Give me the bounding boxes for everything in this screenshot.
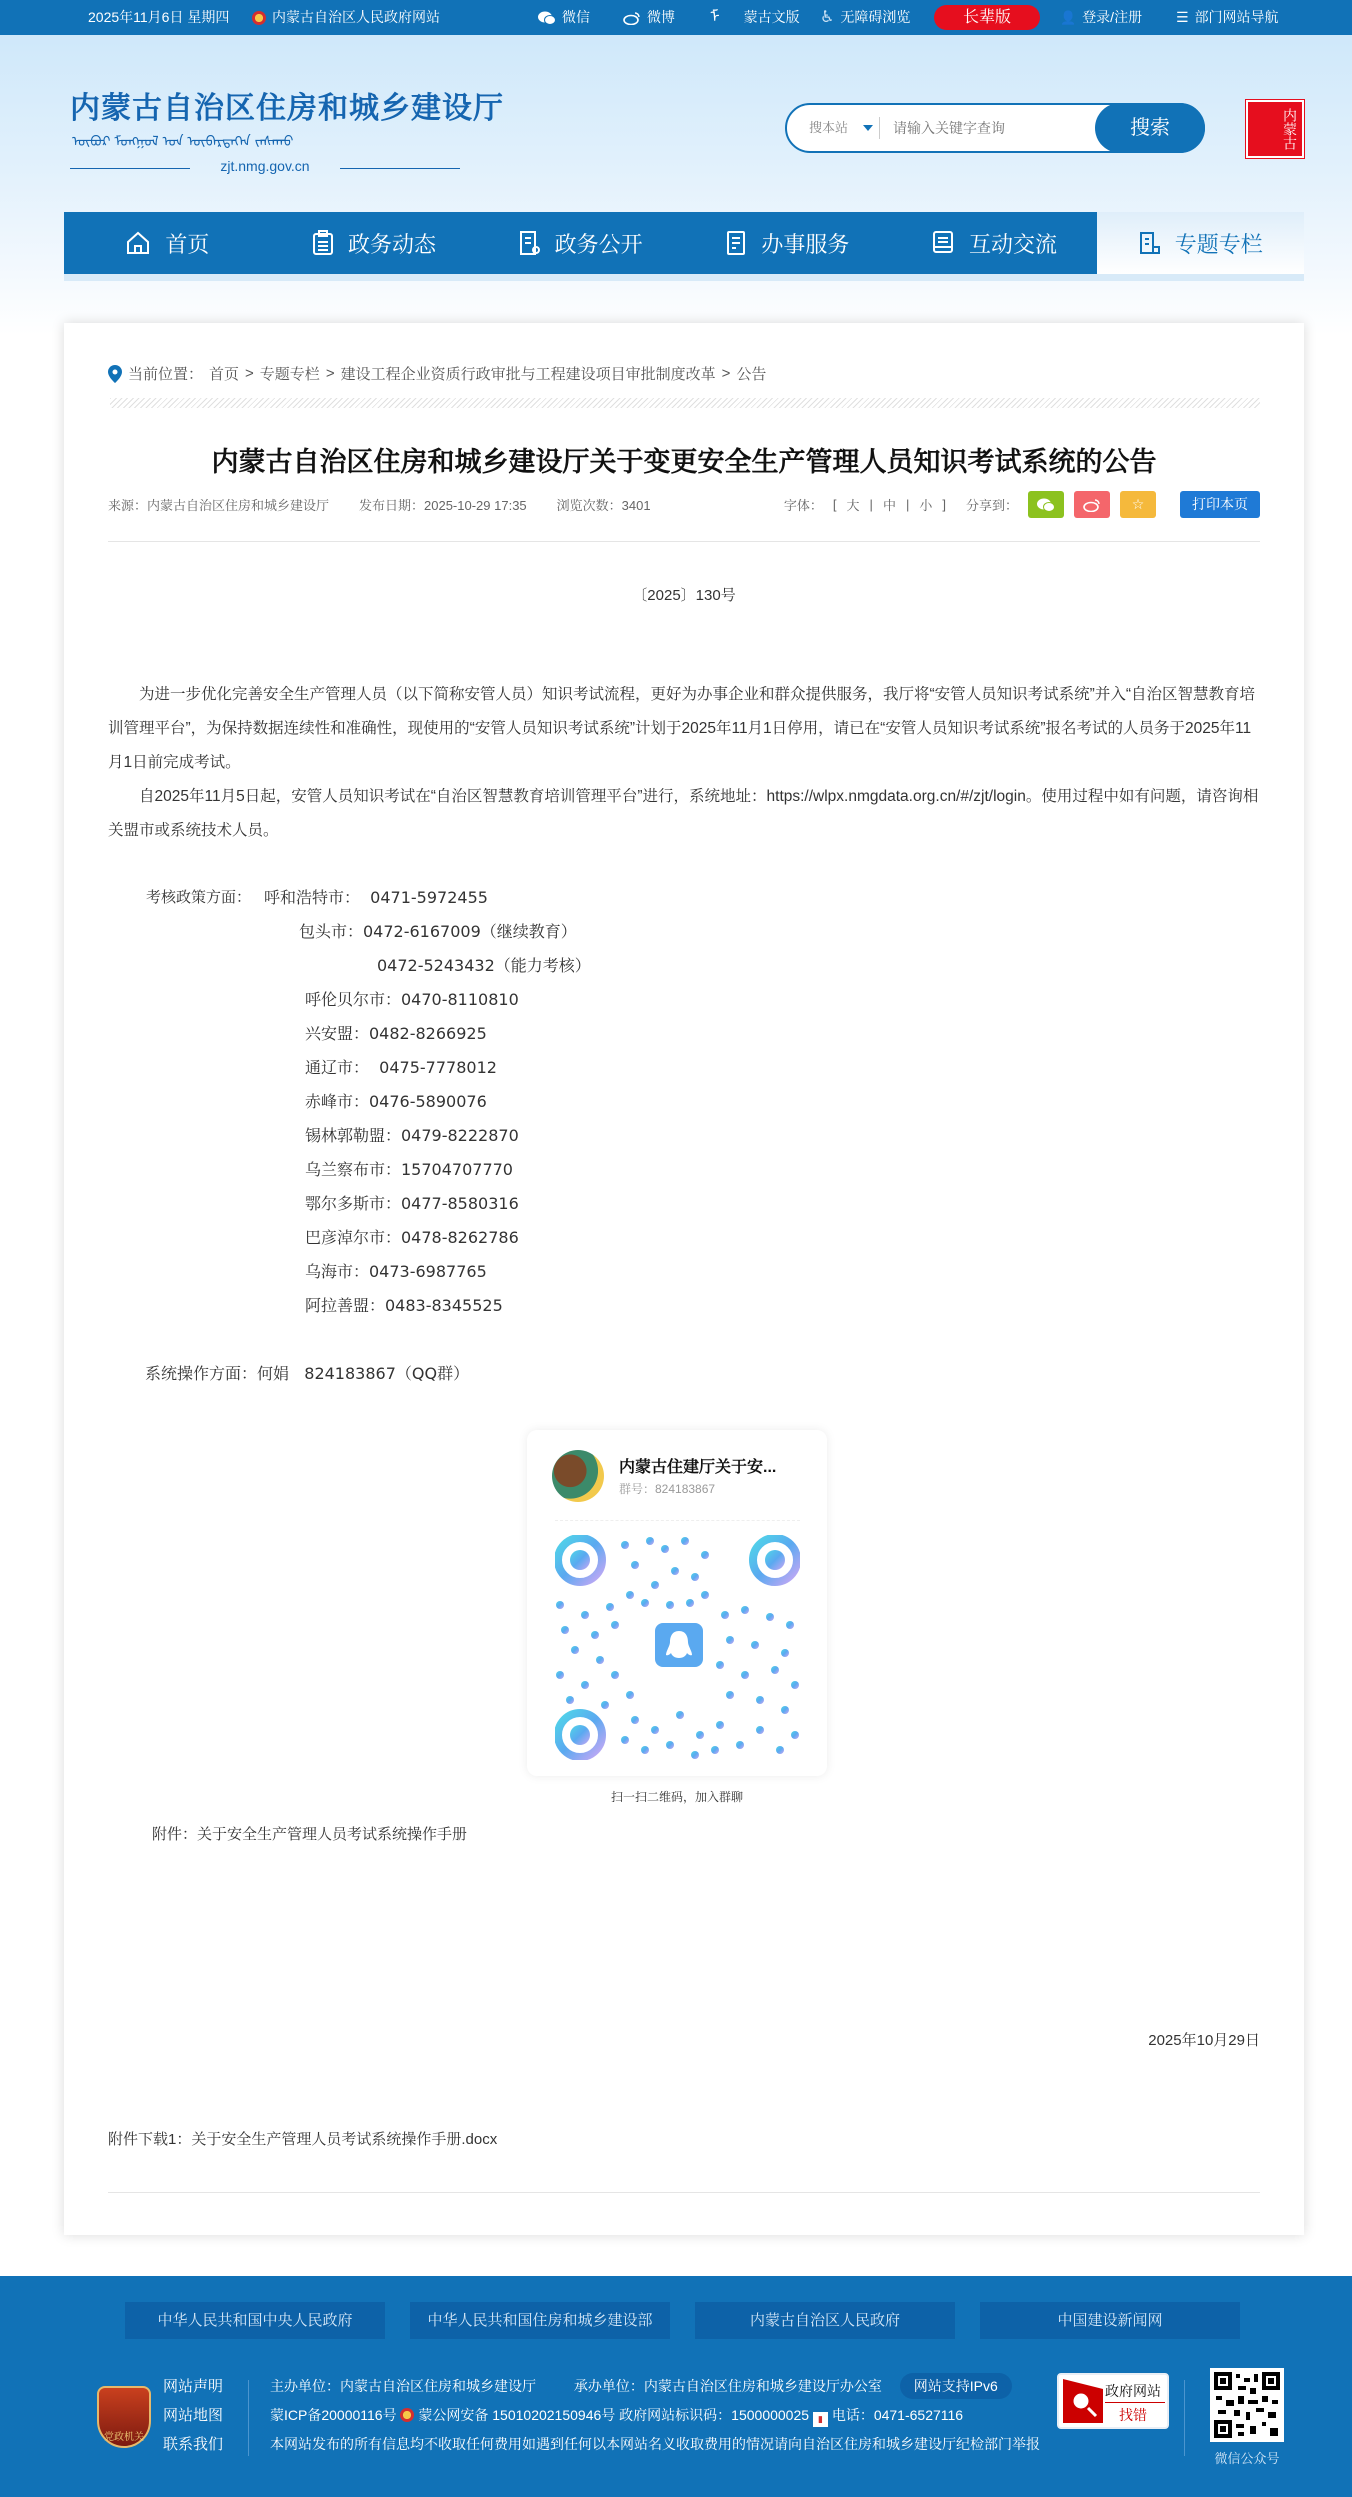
nav-tab-label: 互动交流 [969, 231, 1058, 257]
system-contact: 系统操作方面：何娟 824183867（QQ群） [145, 1364, 470, 1383]
wechat-icon [1037, 498, 1055, 512]
weibo-label: 微博 [647, 9, 675, 25]
menu-icon: ☰ [1176, 9, 1189, 25]
magnifier-icon [1063, 2379, 1103, 2423]
font-size-label: 字体： [783, 498, 823, 513]
article-views: 浏览次数：3401 [556, 498, 651, 513]
contact-hohhot: 呼和浩特市： 0471-5972455 [264, 888, 488, 907]
login-link[interactable] [1060, 0, 1142, 35]
footer-info [270, 2372, 1040, 2459]
sign-date: 2025年10月29日 [1148, 2032, 1260, 2049]
nav-underline [64, 274, 1304, 281]
column-icon [1139, 230, 1161, 256]
mongol-version-link[interactable] [710, 0, 800, 35]
breadcrumb-separator: > [245, 365, 254, 382]
contact-baotou-2: 0472-5243432（能力考核） [377, 956, 591, 975]
gov-site-label: 内蒙古自治区人民政府网站 [272, 9, 440, 25]
login-label: 登录/注册 [1082, 9, 1143, 25]
footer-divider [248, 2380, 249, 2456]
site-domain: zjt.nmg.gov.cn [70, 158, 460, 174]
footer-link-construction-news[interactable]: 中国建设新闻网 [980, 2302, 1240, 2339]
qr-caption: 扫一扫二维码，加入群聊 [610, 1790, 743, 1804]
site-logo-mongol: ᠥᠪᠥᠷ ᠮᠣᠩᠭᠣᠯ ᠤᠨ ᠥᠪᠡᠷᠲᠡᠭᠡᠨ ᠵᠠᠰᠠᠬᠤ [72, 133, 294, 149]
contacts-label: 考核政策方面： [146, 889, 252, 906]
footer-links [125, 2302, 1240, 2339]
footer-divider-2 [1184, 2380, 1185, 2456]
breadcrumb-reform[interactable]: 建设工程企业资质行政审批与工程建设项目审批制度改革 [340, 366, 716, 383]
contact-xilingol: 锡林郭勒盟：0479-8222870 [305, 1126, 519, 1145]
search-button[interactable]: 搜索 [1095, 103, 1205, 153]
footer-sponsor: 主办单位：内蒙古自治区住房和城乡建设厅 [270, 2378, 536, 2394]
current-date: 2025年11月6日 星期四 [88, 9, 230, 25]
site-logo-title[interactable]: 内蒙古自治区住房和城乡建设厅 [70, 92, 504, 125]
article-publish-date: 发布日期：2025-10-29 17:35 [359, 498, 527, 513]
contact-xinganmeng: 兴安盟：0482-8266925 [305, 1024, 487, 1043]
breadcrumb-notice[interactable]: 公告 [736, 366, 767, 383]
article-paragraph-2: 自2025年11月5日起，安管人员知识考试在“自治区智慧教育培训管理平台”进行，系统地址：https://wlpx.nmgdata.org.cn/#/zjt/login。使用过程中如有问题，请咨询相关盟市或系统技术人员。 [108, 788, 1259, 839]
accessible-label: 无障碍浏览 [840, 9, 911, 25]
nav-tab-public[interactable] [477, 212, 684, 274]
footer-statement-link[interactable]: 网站声明 [163, 2378, 224, 2395]
contact-ordos: 鄂尔多斯市：0477-8580316 [305, 1194, 519, 1213]
share-wechat-button[interactable] [1028, 491, 1064, 518]
group-avatar [552, 1450, 604, 1502]
hatched-divider [110, 398, 1260, 408]
gov-site-link[interactable] [252, 0, 440, 35]
dept-nav-link[interactable] [1176, 0, 1279, 35]
main-nav [64, 212, 1304, 274]
footer-notice: 本网站发布的所有信息均不收取任何费用如遇到任何以本网站名义收取费用的情况请向自治区住房和城乡建设厅纪检部门举报 [270, 2436, 1040, 2452]
contact-baotou-1: 包头市：0472-6167009（继续教育） [299, 922, 577, 941]
service-icon [725, 230, 747, 256]
share-weibo-button[interactable] [1074, 491, 1110, 518]
weibo-icon [1083, 498, 1101, 512]
footer-site-code: 政府网站标识码：1500000025 [619, 2407, 810, 2423]
contact-bayannur: 巴彦淖尔市：0478-8262786 [305, 1228, 519, 1247]
site-header [0, 35, 1352, 335]
cnzz-stats-icon[interactable]: ▮ [813, 2412, 828, 2427]
footer-police[interactable]: 蒙公网安备 15010202150946号 [418, 2407, 616, 2423]
document-icon [519, 230, 541, 256]
qq-group-name: 内蒙古住建厅关于安... [619, 1459, 777, 1476]
breadcrumb [108, 363, 766, 384]
search-divider [879, 117, 880, 139]
jiucuo-bottom-text: 找错 [1119, 2407, 1147, 2423]
article-source: 来源：内蒙古自治区住房和城乡建设厅 [108, 498, 330, 513]
wechat-icon [538, 11, 556, 25]
article-paragraph-1: 为进一步优化完善安全生产管理人员（以下简称安管人员）知识考试流程，更好为办事企业和群众提供服务，我厅将“安管人员知识考试系统”并入“自治区智慧教育培训管理平台”，为保持数据连续性和准确性，现使用的“安管人员知识考试系统”计划于2025年11月1日停用，请已在“安管人员知识考试系统”报名考试的人员务于2025年11月1日前完成考试。 [108, 686, 1255, 771]
footer-nav [163, 2372, 223, 2459]
wechat-official-qr-code [1210, 2368, 1284, 2442]
search-box [785, 103, 1205, 153]
site-footer [0, 2276, 1352, 2497]
footer-icp[interactable]: 蒙ICP备20000116号 [270, 2407, 397, 2423]
nav-tab-service[interactable] [684, 212, 891, 274]
font-size-large[interactable]: 大 [846, 498, 860, 513]
meta-divider [108, 541, 1260, 542]
wechat-link[interactable] [538, 0, 590, 35]
font-size-medium[interactable]: 中 [882, 498, 896, 513]
clipboard-icon [312, 230, 334, 256]
qr-divider [555, 1520, 800, 1521]
wechat-label: 微信 [562, 9, 590, 25]
search-scope-select[interactable]: 搜本站 [809, 120, 849, 135]
nav-tab-label: 首页 [165, 231, 210, 257]
qq-group-id: 群号：824183867 [619, 1482, 716, 1496]
contact-chifeng: 赤峰市：0476-5890076 [305, 1092, 487, 1111]
qq-group-qr-card [527, 1430, 827, 1776]
location-pin-icon [108, 365, 122, 383]
article-card [64, 323, 1304, 2235]
article-tools: 字体： [ 大 | 中 | 小 ] 分享到： ☆ 打印本页 [784, 491, 1260, 518]
contact-hulunbuir: 呼伦贝尔市：0470-8110810 [305, 990, 519, 1009]
font-size-small[interactable]: 小 [919, 498, 933, 513]
national-emblem-icon [252, 11, 266, 25]
footer-sitemap-link[interactable]: 网站地图 [163, 2407, 224, 2424]
breadcrumb-home[interactable]: 首页 [209, 366, 240, 383]
nav-tab-label: 专题专栏 [1174, 231, 1263, 257]
font-size-bracket-close: ] [942, 497, 946, 512]
mongol-version-label: 蒙古文版 [743, 9, 800, 25]
nav-tab-home[interactable] [64, 212, 271, 274]
home-icon [125, 230, 151, 256]
party-gov-badge-icon[interactable]: 党政机关 [97, 2386, 151, 2448]
article-title: 内蒙古自治区住房和城乡建设厅关于变更安全生产管理人员知识考试系统的公告 [211, 447, 1157, 477]
nav-tab-topics[interactable] [1097, 212, 1304, 274]
footer-organizer: 承办单位：内蒙古自治区住房和城乡建设厅办公室 [573, 2378, 882, 2394]
contact-tongliao: 通辽市： 0475-7778012 [305, 1058, 497, 1077]
footer-link-mohurd[interactable]: 中华人民共和国住房和城乡建设部 [410, 2302, 670, 2339]
footer-phone: 电话：0471-6527116 [831, 2407, 964, 2423]
contact-wuhai: 乌海市：0473-6987765 [305, 1262, 487, 1281]
share-qzone-button[interactable] [1120, 491, 1156, 518]
mongol-script-icon: ᠮ [710, 9, 720, 26]
nav-tab-label: 政务公开 [554, 231, 643, 257]
chevron-down-icon[interactable] [863, 125, 873, 131]
footer-link-nmg-gov[interactable]: 内蒙古自治区人民政府 [695, 2302, 955, 2339]
attachment-note: 附件：关于安全生产管理人员考试系统操作手册 [152, 1826, 468, 1843]
document-number: 〔2025〕130号 [632, 587, 736, 604]
police-emblem-icon [400, 2408, 414, 2422]
bottom-divider [108, 2192, 1260, 2193]
qq-group-qr-code [555, 1535, 800, 1760]
chat-icon [931, 230, 955, 256]
nav-tab-label: 办事服务 [761, 231, 850, 257]
dept-nav-label: 部门网站导航 [1194, 9, 1279, 25]
nav-tab-label: 政务动态 [348, 231, 437, 257]
footer-link-central-gov[interactable]: 中华人民共和国中央人民政府 [125, 2302, 385, 2339]
breadcrumb-topics[interactable]: 专题专栏 [259, 366, 320, 383]
elder-version-button[interactable]: 长辈版 [934, 5, 1040, 30]
breadcrumb-separator: > [325, 365, 335, 382]
breadcrumb-label: 当前位置： [128, 366, 204, 383]
footer-contact-link[interactable]: 联系我们 [163, 2436, 224, 2453]
search-input[interactable] [893, 115, 1073, 141]
wechat-qr-caption: 微信公众号 [1214, 2451, 1280, 2466]
ipv6-badge: 网站支持IPv6 [900, 2373, 1012, 2399]
user-icon: 👤 [1060, 10, 1077, 25]
weibo-icon [623, 11, 641, 25]
accessible-link[interactable] [820, 0, 910, 35]
breadcrumb-separator: > [721, 365, 731, 382]
contact-ulanqab: 乌兰察布市：15704707770 [305, 1160, 513, 1179]
top-bar [0, 0, 1352, 35]
attachment-download-link[interactable]: 附件下载1：关于安全生产管理人员考试系统操作手册.docx [108, 2131, 498, 2148]
star-icon: ☆ [1131, 496, 1145, 512]
share-label: 分享到： [965, 498, 1018, 513]
font-size-bracket-open: [ [832, 497, 837, 512]
nmg-seal-logo: 内蒙古 [1246, 100, 1304, 158]
print-button[interactable]: 打印本页 [1180, 491, 1260, 518]
gov-site-error-report-button[interactable] [1057, 2373, 1169, 2429]
weibo-link[interactable] [623, 0, 675, 35]
nav-tab-news[interactable] [271, 212, 478, 274]
contact-alxa: 阿拉善盟：0483-8345525 [305, 1296, 503, 1315]
nav-tab-interact[interactable] [891, 212, 1098, 274]
jiucuo-top-text: 政府网站 [1105, 2384, 1161, 2400]
wheelchair-icon: ♿ [820, 9, 835, 26]
article-meta [108, 495, 651, 514]
